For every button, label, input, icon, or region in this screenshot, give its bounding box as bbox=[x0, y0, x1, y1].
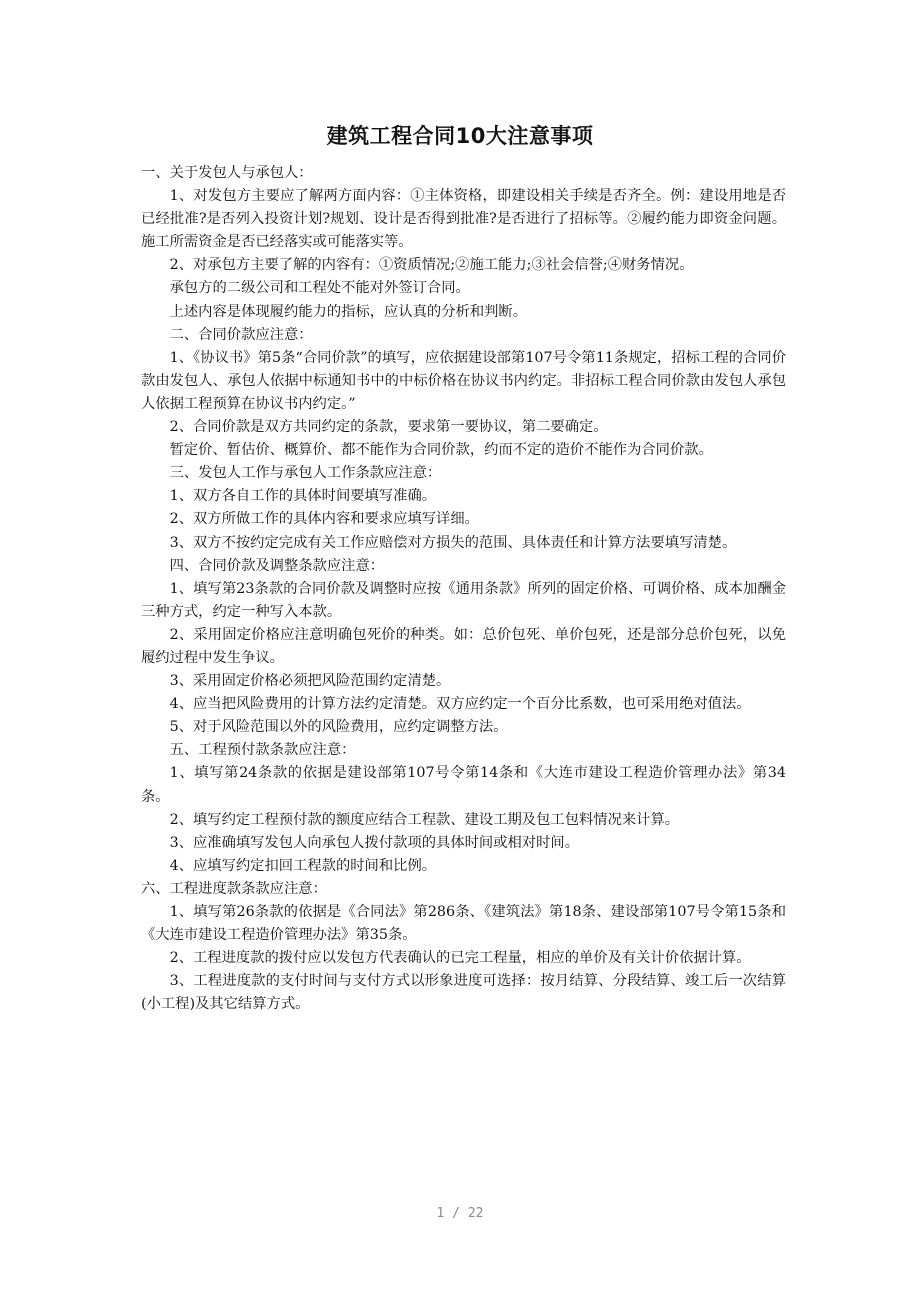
document-paragraph: 4、应填写约定扣回工程款的时间和比例。 bbox=[169, 857, 437, 874]
document-paragraph: 4、应当把风险费用的计算方法约定清楚。双方应约定一个百分比系数，也可采用绝对值法。 bbox=[169, 696, 751, 713]
document-paragraph: 1、填写第23条款的合同价款及调整时应按《通用条款》所列的固定价格、可调价格、成本加酬金三种方式，约定一种写入本款。 bbox=[141, 580, 786, 620]
document-paragraph: 1、对发包方主要应了解两方面内容：①主体资格，即建设相关手续是否齐全。例：建设用地是否已经批准?是否列入投资计划?规划、设计是否得到批准?是否进行了招标等。②履约能力即资金问题。施工所需资金是否已经落实或可能落实等。 bbox=[141, 188, 786, 251]
document-paragraph: 1、填写第24条款的依据是建设部第107号令第14条和《大连市建设工程造价管理办法》第34条。 bbox=[141, 765, 786, 805]
document-paragraph: 3、工程进度款的支付时间与支付方式以形象进度可选择：按月结算、分段结算、竣工后一次结算(小工程)及其它结算方式。 bbox=[141, 973, 786, 1013]
document-paragraph: 1、填写第26条款的依据是《合同法》第286条、《建筑法》第18条、建设部第107号令第15条和《大连市建设工程造价管理办法》第35条。 bbox=[141, 904, 786, 944]
document-paragraph: 1、双方各自工作的具体时间要填写准确。 bbox=[169, 488, 437, 505]
document-body bbox=[141, 162, 786, 1016]
document-paragraph: 四、合同价款及调整条款应注意： bbox=[169, 557, 385, 574]
page-indicator: 1 / 22 bbox=[436, 1206, 484, 1221]
document-paragraph: 一、关于发包人与承包人： bbox=[141, 165, 313, 181]
document-paragraph: 2、填写约定工程预付款的额度应结合工程款、建设工期及包工包料情况来计算。 bbox=[169, 811, 680, 828]
document-paragraph: 1、《协议书》第5条“合同价款”的填写，应依据建设部第107号令第11条规定，招标工程的合同价款由发包人、承包人依据中标通知书中的中标价格在协议书内约定。非招标工程合同价款由发包人承包人依据工程预算在协议书内约定。” bbox=[141, 349, 786, 412]
document-paragraph: 暂定价、暂估价、概算价、都不能作为合同价款，约而不定的造价不能作为合同价款。 bbox=[169, 442, 713, 459]
document-paragraph: 六、工程进度款条款应注意： bbox=[141, 880, 327, 897]
document-paragraph: 3、应准确填写发包人向承包人拨付款项的具体时间或相对时间。 bbox=[169, 834, 579, 851]
document-title: 建筑工程合同10大注意事项 bbox=[326, 124, 594, 148]
document-paragraph: 五、工程预付款条款应注意： bbox=[169, 742, 356, 759]
document-paragraph: 承包方的二级公司和工程处不能对外签订合同。 bbox=[169, 280, 470, 297]
document-paragraph: 三、发包人工作与承包人工作条款应注意： bbox=[169, 465, 442, 482]
document-paragraph: 3、双方不按约定完成有关工作应赔偿对方损失的范围、具体责任和计算方法要填写清楚。 bbox=[169, 534, 737, 551]
document-paragraph: 2、合同价款是双方共同约定的条款，要求第一要协议，第二要确定。 bbox=[169, 419, 608, 436]
document-paragraph: 2、双方所做工作的具体内容和要求应填写详细。 bbox=[169, 511, 479, 528]
document-paragraph: 3、采用固定价格必须把风险范围约定清楚。 bbox=[169, 673, 451, 690]
document-paragraph: 2、采用固定价格应注意明确包死价的种类。如：总价包死、单价包死，还是部分总价包死，以免履约过程中发生争议。 bbox=[141, 626, 786, 666]
document-paragraph: 上述内容是体现履约能力的指标，应认真的分析和判断。 bbox=[169, 303, 528, 320]
document-paragraph: 二、合同价款应注意： bbox=[169, 326, 313, 343]
document-paragraph: 2、工程进度款的拨付应以发包方代表确认的已完工程量，相应的单价及有关计价依据计算。 bbox=[169, 950, 751, 967]
document-paragraph: 5、对于风险范围以外的风险费用，应约定调整方法。 bbox=[169, 719, 508, 736]
document-paragraph: 2、对承包方主要了解的内容有：①资质情况;②施工能力;③社会信誉;④财务情况。 bbox=[169, 257, 694, 274]
